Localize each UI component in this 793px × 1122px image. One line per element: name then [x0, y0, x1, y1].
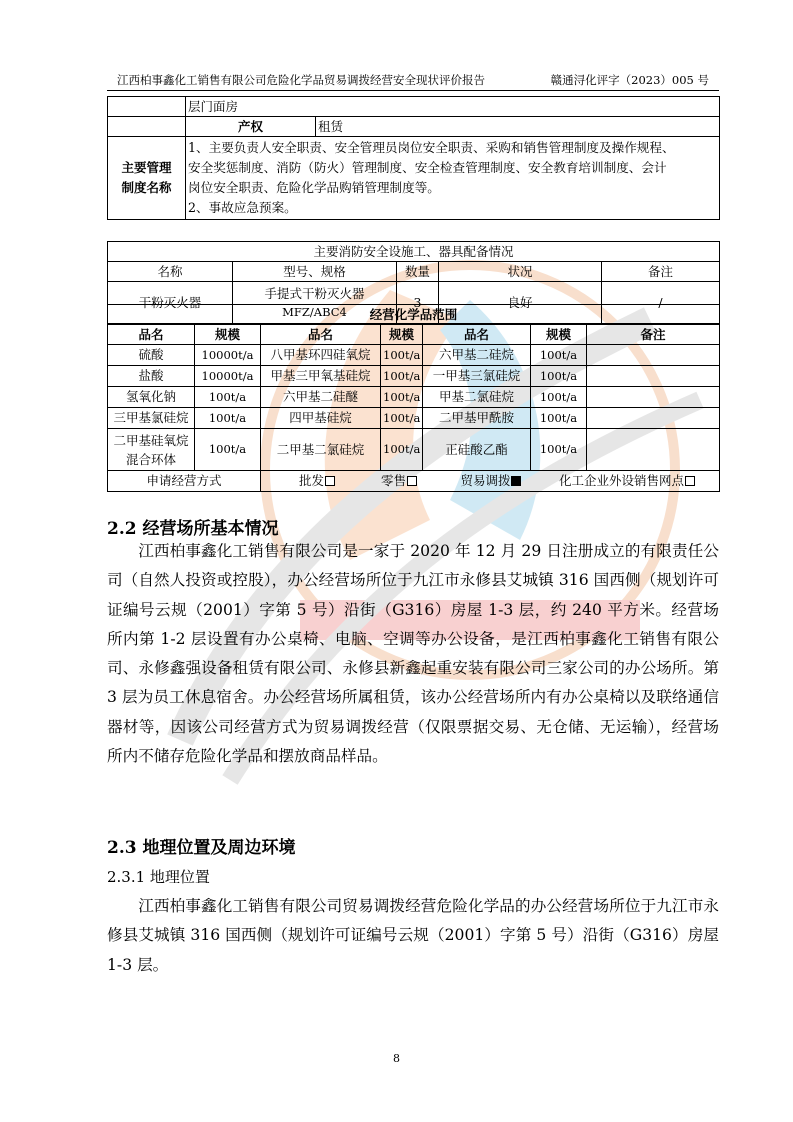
chem-scale: 100t/a [195, 408, 261, 429]
equipment-status: 良好 [439, 282, 602, 324]
chem-name [108, 429, 195, 471]
chem-scale: 100t/a [381, 345, 423, 366]
col-header: 品名 [261, 325, 381, 345]
chem-name: 甲基三甲氧基硅烷 [261, 366, 381, 387]
chem-name: 盐酸 [108, 366, 195, 387]
mgmt-label [108, 137, 186, 220]
chem-remark [587, 345, 720, 366]
chem-name: 一甲基三氯硅烷 [423, 366, 531, 387]
mode-chem-outlet: 化工企业外设销售网点 [545, 473, 695, 489]
chem-remark [587, 429, 720, 471]
mgmt-line: 岗位安全职责、危险化学品购销管理制度等。 [188, 180, 440, 195]
chem-scale: 100t/a [531, 366, 587, 387]
chem-scale: 100t/a [531, 408, 587, 429]
chem-table-title: 经营化学品范围 [108, 305, 720, 325]
chem-name: 四甲基硅烷 [261, 408, 381, 429]
chem-name: 三甲基氯硅烷 [108, 408, 195, 429]
page-number: 8 [393, 1052, 400, 1065]
equipment-remark: / [602, 282, 720, 324]
equipment-qty: 3 [397, 282, 439, 324]
chem-remark [587, 366, 720, 387]
chem-remark [587, 387, 720, 408]
mgmt-label-line1: 主要管理 [121, 160, 172, 175]
header-doc-number: 赣通浔化评字（2023）005 号 [550, 73, 709, 87]
chem-scale: 100t/a [381, 366, 423, 387]
col-header: 备注 [602, 262, 720, 282]
section-2-3-1-paragraph: 江西柏事鑫化工销售有限公司贸易调拨经营危险化学品的办公经营场所位于九江市永修县艾城镇 316 国西侧（规划许可证编号云规（2001）字第 5 号）沿街（G316）房屋 1-3 层。 [107, 897, 719, 974]
subsection-heading-2-3-1: 2.3.1 地理位置 [107, 868, 210, 886]
chem-scale: 10000t/a [195, 366, 261, 387]
equipment-model-line2: MFZ/ABC4 [282, 304, 347, 319]
table-row [108, 387, 720, 408]
mode-retail: 零售 [361, 473, 437, 489]
chem-name: 正硅酸乙酯 [423, 429, 531, 471]
table1-blank-cell [108, 117, 186, 137]
col-header: 状况 [439, 262, 602, 282]
property-label: 产权 [186, 117, 316, 137]
chem-remark [587, 408, 720, 429]
chemical-scope-table [107, 304, 720, 492]
chem-name: 八甲基环四硅氧烷 [261, 345, 381, 366]
checkbox-checked-icon [511, 476, 521, 486]
chem-name-line2: 混合环体 [125, 451, 176, 467]
chem-name: 六甲基二硅烷 [423, 345, 531, 366]
section-heading-2-2: 2.2 经营场所基本情况 [107, 519, 279, 539]
table1-blank-cell [108, 97, 186, 117]
mgmt-line: 安全奖惩制度、消防（防火）管理制度、安全检查管理制度、安全教育培训制度、会计 [188, 160, 667, 175]
chem-scale: 100t/a [381, 387, 423, 408]
chem-name: 甲基二氯硅烷 [423, 387, 531, 408]
table-row [108, 345, 720, 366]
mode-options [261, 471, 720, 492]
mgmt-line: 1、主要负责人安全职责、安全管理员岗位安全职责、采购和销售管理制度及操作规程、 [188, 140, 675, 155]
chem-scale: 100t/a [531, 429, 587, 471]
business-mode-row [108, 471, 720, 492]
col-header: 规模 [381, 325, 423, 345]
checkbox-unchecked-icon [685, 476, 695, 486]
col-header: 规模 [195, 325, 261, 345]
mode-trade: 贸易调拨 [441, 473, 541, 489]
mgmt-label-line2: 制度名称 [121, 180, 172, 195]
equipment-model-line1: 手提式干粉灭火器 [264, 285, 365, 301]
chem-scale: 10000t/a [195, 345, 261, 366]
chem-name-line1: 二甲基硅氧烷 [113, 432, 189, 448]
chem-scale: 100t/a [381, 408, 423, 429]
table-row [108, 429, 720, 471]
mode-label: 申请经营方式 [108, 471, 261, 492]
mode-wholesale: 批发 [277, 473, 357, 489]
table1-top-cell: 层门面房 [186, 97, 720, 117]
page-header [107, 70, 719, 91]
chem-name: 硫酸 [108, 345, 195, 366]
col-header: 品名 [423, 325, 531, 345]
col-header: 备注 [587, 325, 720, 345]
chem-scale: 100t/a [531, 345, 587, 366]
mgmt-systems [186, 137, 720, 220]
checkbox-unchecked-icon [407, 476, 417, 486]
chem-name: 二甲基二氯硅烷 [261, 429, 381, 471]
col-header: 品名 [108, 325, 195, 345]
col-header: 名称 [108, 262, 233, 282]
property-value: 租赁 [316, 117, 720, 137]
col-header: 型号、规格 [233, 262, 397, 282]
section-heading-2-3: 2.3 地理位置及周边环境 [107, 838, 296, 858]
checkbox-unchecked-icon [325, 476, 335, 486]
header-title: 江西柏事鑫化工销售有限公司危险化学品贸易调拨经营安全现状评价报告 [117, 73, 485, 87]
equipment-name: 干粉灭火器 [108, 282, 233, 324]
col-header: 数量 [397, 262, 439, 282]
chem-name: 氢氧化钠 [108, 387, 195, 408]
table-row [108, 366, 720, 387]
fire-table-title: 主要消防安全设施工、器具配备情况 [108, 242, 720, 262]
mgmt-line: 2、事故应急预案。 [188, 200, 297, 215]
table-row [108, 408, 720, 429]
chem-name: 二甲基甲酰胺 [423, 408, 531, 429]
chem-scale: 100t/a [381, 429, 423, 471]
management-table [107, 96, 720, 220]
chem-scale: 100t/a [531, 387, 587, 408]
chem-scale: 100t/a [195, 387, 261, 408]
col-header: 规模 [531, 325, 587, 345]
chem-name: 六甲基二硅醚 [261, 387, 381, 408]
chem-scale: 100t/a [195, 429, 261, 471]
section-2-2-paragraph: 江西柏事鑫化工销售有限公司是一家于 2020 年 12 月 29 日注册成立的有限责任公司（自然人投资或控股），办公经营场所位于九江市永修县艾城镇 316 国西侧（规划许可证编号云规（2001）字第 5 号）沿街（G316）房屋 1-3 层，约 240 平方米。经营场所内第 1-2 层设置有办公桌椅、电脑、空调等办公设备，是江西柏事鑫化工销售有限公司、永修鑫强设备租赁有限公司、永修县新鑫起重安装有限公司三家公司的办公场所。第 3 层为员工休息宿舍。办公经营场所属租赁，该办公经营场所内有办公桌椅以及联络通信器材等，因该公司经营方式为贸易调拨经营（仅限票据交易、无仓储、无运输），经营场所内不储存危险化学品和摆放商品样品。 [107, 542, 719, 766]
